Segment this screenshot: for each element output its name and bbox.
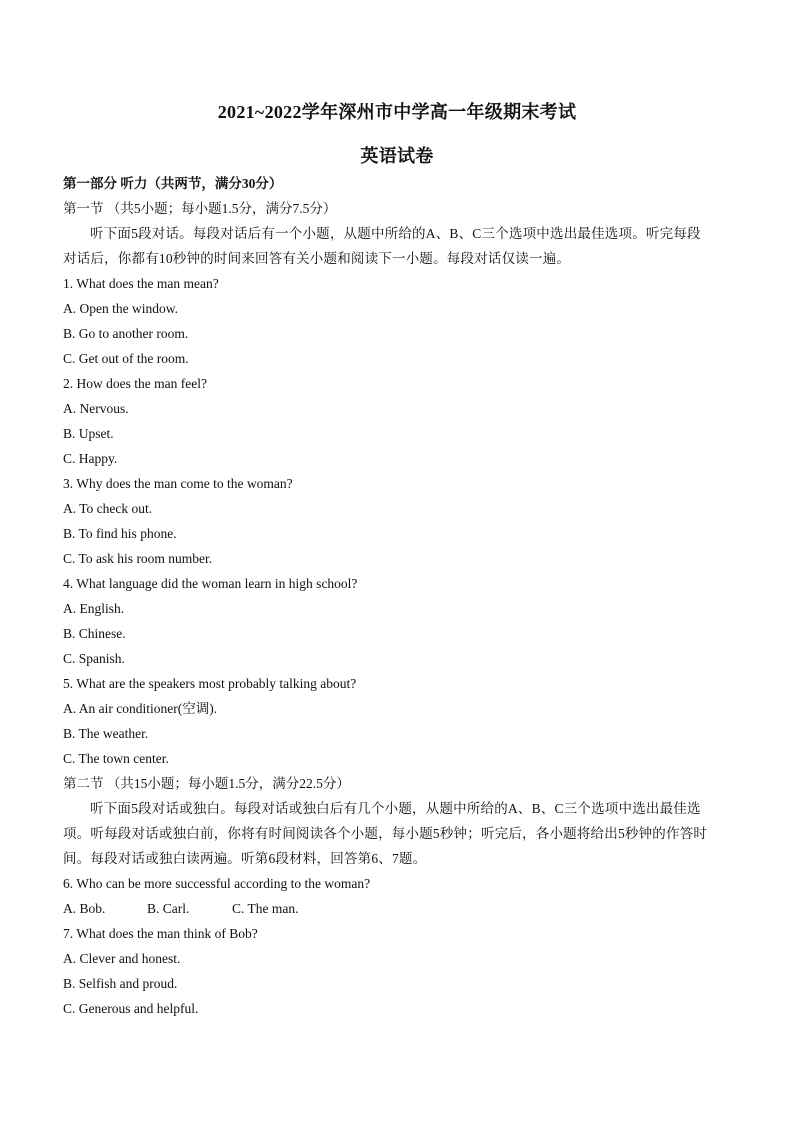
section1-instruction-line: 听下面5段对话。每段对话后有一个小题，从题中所给的A、B、C三个选项中选出最佳选项。听完每段 <box>90 226 701 241</box>
question-2: 2. How does the man feel? <box>63 376 207 391</box>
section2-instruction-line: 听下面5段对话或独白。每段对话或独白后有几个小题，从题中所给的A、B、C三个选项中选出最佳选 <box>90 801 701 816</box>
question-6-option-c: C. The man. <box>232 901 299 916</box>
question-3-option-a: A. To check out. <box>63 501 153 516</box>
question-1: 1. What does the man mean? <box>63 276 219 291</box>
question-5: 5. What are the speakers most probably talking about? <box>63 676 357 691</box>
question-5-option-a: A. An air conditioner(空调). <box>63 701 218 716</box>
question-6-options <box>63 896 733 921</box>
question-4: 4. What language did the woman learn in high school? <box>63 576 358 591</box>
question-2-option-c: C. Happy. <box>63 451 118 466</box>
question-3: 3. Why does the man come to the woman? <box>63 476 293 491</box>
section1-instruction-line: 对话后，你都有10秒钟的时间来回答有关小题和阅读下一小题。每段对话仅读一遍。 <box>63 251 571 266</box>
question-6: 6. Who can be more successful according to the woman? <box>63 876 371 891</box>
question-1-option-c: C. Get out of the room. <box>63 351 189 366</box>
question-6-option-b: B. Carl. <box>147 901 190 916</box>
question-4-option-b: B. Chinese. <box>63 626 126 641</box>
question-6-option-a: A. Bob. <box>63 901 106 916</box>
question-1-option-b: B. Go to another room. <box>63 326 189 341</box>
section2-instruction-line: 间。每段对话或独白读两遍。听第6段材料，回答第6、7题。 <box>63 851 427 866</box>
question-7-option-b: B. Selfish and proud. <box>63 976 178 991</box>
question-5-option-c: C. The town center. <box>63 751 169 766</box>
question-4-option-c: C. Spanish. <box>63 651 125 666</box>
exam-title: 2021~2022学年深州市中学高一年级期末考试 <box>217 102 577 122</box>
question-7: 7. What does the man think of Bob? <box>63 926 258 941</box>
exam-subtitle: 英语试卷 <box>360 146 434 166</box>
question-7-option-c: C. Generous and helpful. <box>63 1001 199 1016</box>
question-4-option-a: A. English. <box>63 601 125 616</box>
question-3-option-c: C. To ask his room number. <box>63 551 213 566</box>
section1-heading: 第一节 （共5小题；每小题1.5分，满分7.5分） <box>63 201 337 216</box>
question-2-option-a: A. Nervous. <box>63 401 129 416</box>
question-2-option-b: B. Upset. <box>63 426 114 441</box>
section2-instruction-line: 项。听每段对话或独白前，你将有时间阅读各个小题，每小题5秒钟；听完后，各小题将给出5秒钟的作答时 <box>63 826 708 841</box>
part1-heading: 第一部分 听力（共两节，满分30分） <box>63 176 283 191</box>
question-7-option-a: A. Clever and honest. <box>63 951 181 966</box>
question-5-option-b: B. The weather. <box>63 726 149 741</box>
question-1-option-a: A. Open the window. <box>63 301 178 316</box>
question-3-option-b: B. To find his phone. <box>63 526 177 541</box>
section2-heading: 第二节 （共15小题；每小题1.5分，满分22.5分） <box>63 776 350 791</box>
